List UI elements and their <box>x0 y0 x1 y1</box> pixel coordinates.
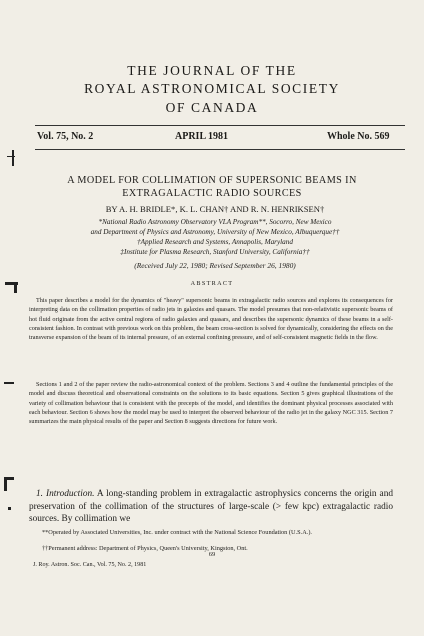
affiliation-1: *National Radio Astronomy Observatory VLA Program**, Socorro, New Mexico <box>98 218 332 226</box>
issue-whole-number: Whole No. 569 <box>327 131 390 142</box>
issue-rule-bottom <box>35 149 405 150</box>
affiliation-3: †Applied Research and Systems, Annapolis, Maryland <box>137 238 293 246</box>
footnote-1: **Operated by Associated Universities, Inc. under contract with the National Science Foundation (U.S.A.). <box>42 529 312 536</box>
article-authors: BY A. H. BRIDLE*, K. L. CHAN† AND R. N. HENRIKSEN† <box>105 204 325 214</box>
abstract-paragraph-2: Sections 1 and 2 of the paper review the radio-astronomical context of the problem. Sections 3 and 4 outline the fundamental principles of the model and discuss theoretical and observational constraints on the solutions to its basic equations. Section 5 gives graphical illustrations of the variety of collimation behaviour that is consistent with the precepts of the model, and identifies the dominant physical processes associated with each behaviour. Section 6 shows how the model may be used to interpret the observed behaviour of the radio jet in the galaxy NGC 315. Section 7 summarizes the main physical results of the paper and Section 8 suggests directions for future work. <box>29 381 393 426</box>
article-title-line-1: A MODEL FOR COLLIMATION OF SUPERSONIC BEAMS IN <box>67 175 357 186</box>
issue-rule-top <box>35 125 405 126</box>
margin-mark <box>14 282 17 293</box>
margin-mark <box>7 156 15 157</box>
margin-mark <box>4 382 14 384</box>
journal-title-line-1: THE JOURNAL OF THE <box>127 63 297 78</box>
margin-mark <box>4 477 14 480</box>
issue-volume: Vol. 75, No. 2 <box>37 131 94 142</box>
citation-footer: J. Roy. Astron. Soc. Can., Vol. 75, No. 2, 1981 <box>33 562 147 568</box>
margin-mark <box>8 507 11 510</box>
issue-date: APRIL 1981 <box>175 131 229 142</box>
affiliation-2: and Department of Physics and Astronomy, University of New Mexico, Albuquerque†† <box>90 228 340 236</box>
introduction-text: A long-standing problem in extragalactic astrophysics concerns the origin and preservation of the collimation of the structures of large-scale (> few kpc) extragalactic radio sources. By collimation we <box>29 489 393 524</box>
footnote-2: ††Permanent address: Department of Physics, Queen's University, Kingston, Ont. <box>42 545 248 552</box>
abstract-paragraph-1: This paper describes a model for the dynamics of "heavy" supersonic beams in extragalactic radio sources and explores its consequences for interpreting data on the collimation properties of radio jets in galaxies and quasars. The model presumes that non-relativistic supersonic beams of hot fluid originate from the active central regions of radio galaxies and quasars, and describes the supersonic dynamics of these beams in a self-consistent fashion. In contrast with previous work on this problem, the beam cross-section is solved for dynamically, considering the effects on the transverse expansion of the beam of its internal pressure, of an external confining pressure, and of self-consistent magnetic fields in the flow. <box>29 297 393 342</box>
article-title-line-2: EXTRAGALACTIC RADIO SOURCES <box>122 188 302 199</box>
introduction-paragraph <box>29 488 393 526</box>
journal-title-line-3: OF CANADA <box>165 100 259 115</box>
affiliation-4: ‡Institute for Plasma Research, Stanford University, California†† <box>120 248 310 256</box>
abstract-heading: ABSTRACT <box>190 280 234 287</box>
journal-title-line-2: ROYAL ASTRONOMICAL SOCIETY <box>84 81 340 96</box>
received-dates: (Received July 22, 1980; Revised September 26, 1980) <box>134 261 296 270</box>
introduction-heading: 1. Introduction. <box>36 489 95 499</box>
page-number: 69 <box>208 551 216 558</box>
margin-mark <box>12 150 14 166</box>
